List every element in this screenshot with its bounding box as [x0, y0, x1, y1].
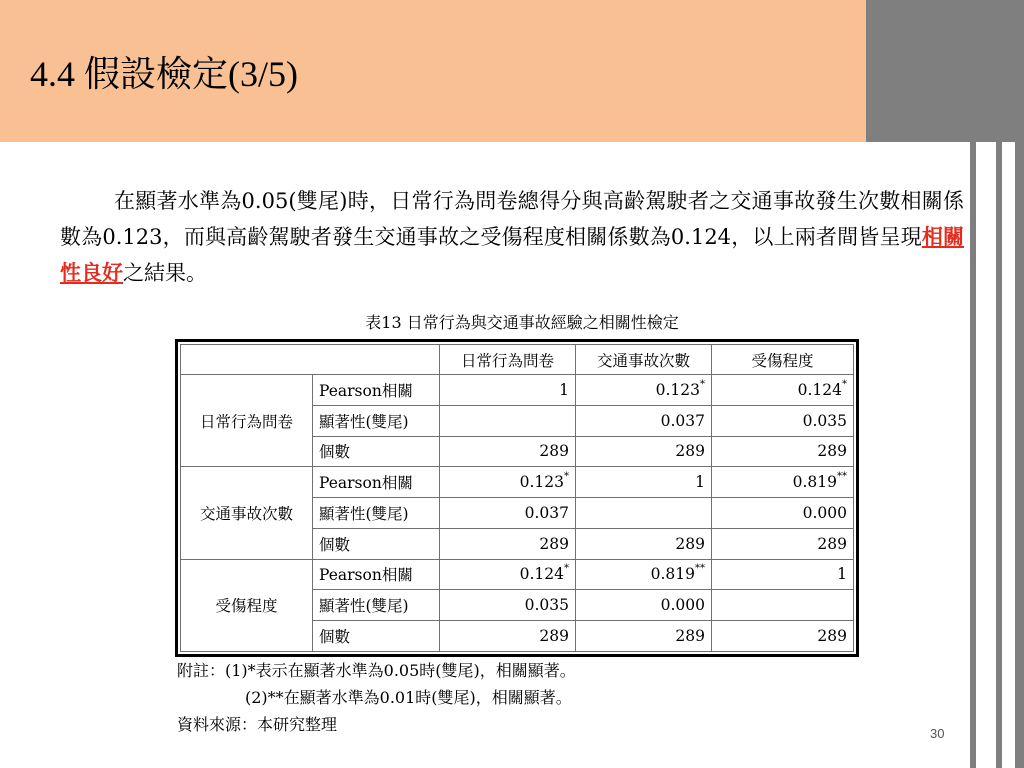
cell-value: 0.123	[519, 473, 564, 492]
highlighted-conclusion: 相關性良好	[60, 224, 965, 285]
table-row	[181, 559, 854, 590]
right-decor-bar	[996, 142, 1002, 768]
table-row	[181, 375, 854, 406]
cell-value: 0.124	[797, 380, 842, 399]
cell-value: 0.000	[660, 596, 705, 615]
cell-value: 0.000	[802, 503, 847, 522]
value-cell	[712, 559, 854, 590]
value-cell	[576, 436, 712, 467]
value-cell	[712, 467, 854, 498]
value-cell	[576, 621, 712, 652]
value-cell	[440, 621, 576, 652]
cell-value: 289	[539, 534, 569, 553]
value-cell	[440, 375, 576, 406]
row-group-label: 日常行為問卷	[181, 375, 313, 467]
cell-value: 289	[539, 627, 569, 646]
value-cell	[712, 436, 854, 467]
value-cell	[576, 590, 712, 621]
significance-marker: *	[842, 378, 847, 390]
correlation-table	[180, 344, 854, 652]
value-cell	[440, 436, 576, 467]
table-notes	[177, 657, 576, 738]
cell-value: 289	[675, 627, 705, 646]
right-decor-bar	[970, 142, 976, 768]
paragraph-text: 在顯著水準為0.05(雙尾)時，日常行為問卷總得分與高齡駕駛者之交通事故發生次數相關係數為0.123，而與高齡駕駛者發生交通事故之受傷程度相關係數為0.124，以上兩者間皆呈現	[60, 189, 964, 249]
cell-value: 289	[817, 534, 847, 553]
row-stat-label: Pearson相關	[313, 375, 440, 406]
cell-value: 0.124	[519, 565, 564, 584]
column-header: 受傷程度	[712, 345, 854, 375]
value-cell	[576, 528, 712, 559]
cell-value: 289	[817, 442, 847, 461]
significance-marker: *	[564, 471, 569, 483]
value-cell	[576, 375, 712, 406]
cell-value: 1	[695, 473, 705, 492]
significance-marker: *	[700, 378, 705, 390]
slide-title: 4.4 假設檢定(3/5)	[30, 54, 298, 94]
row-group-label: 受傷程度	[181, 559, 313, 651]
significance-marker: **	[837, 471, 847, 483]
note-line: 附註：(1)*表示在顯著水準為0.05時(雙尾)，相關顯著。	[177, 661, 576, 680]
value-cell	[440, 590, 576, 621]
value-cell	[440, 559, 576, 590]
row-stat-label: 個數	[313, 528, 440, 559]
value-cell	[712, 590, 854, 621]
cell-value: 0.819	[792, 473, 837, 492]
header-corner-cell	[181, 345, 440, 375]
significance-marker: *	[564, 563, 569, 575]
value-cell	[440, 405, 576, 436]
table-row	[181, 467, 854, 498]
row-stat-label: Pearson相關	[313, 467, 440, 498]
value-cell	[440, 528, 576, 559]
cell-value: 0.123	[655, 380, 700, 399]
value-cell	[576, 467, 712, 498]
value-cell	[712, 528, 854, 559]
row-stat-label: 顯著性(雙尾)	[313, 498, 440, 529]
body-paragraph	[60, 183, 964, 291]
cell-value: 0.037	[660, 411, 705, 430]
correlation-table-frame	[175, 339, 859, 657]
value-cell	[576, 498, 712, 529]
value-cell	[712, 405, 854, 436]
cell-value: 0.819	[650, 565, 695, 584]
value-cell	[712, 621, 854, 652]
row-stat-label: 顯著性(雙尾)	[313, 405, 440, 436]
row-group-label: 交通事故次數	[181, 467, 313, 559]
value-cell	[440, 498, 576, 529]
cell-value: 289	[817, 627, 847, 646]
cell-value: 0.035	[802, 411, 847, 430]
cell-value: 289	[675, 534, 705, 553]
value-cell	[440, 467, 576, 498]
cell-value: 1	[837, 565, 847, 584]
source-line: 資料來源：本研究整理	[177, 715, 338, 734]
cell-value: 289	[675, 442, 705, 461]
page-number: 30	[930, 726, 945, 741]
header-accent-block	[866, 0, 1024, 142]
note-line: (2)**在顯著水準為0.01時(雙尾)，相關顯著。	[245, 688, 572, 707]
value-cell	[576, 405, 712, 436]
value-cell	[712, 498, 854, 529]
row-stat-label: Pearson相關	[313, 559, 440, 590]
table-caption: 表13 日常行為與交通事故經驗之相關性檢定	[365, 313, 679, 332]
row-stat-label: 個數	[313, 621, 440, 652]
row-stat-label: 顯著性(雙尾)	[313, 590, 440, 621]
table-header-row	[181, 345, 854, 375]
cell-value: 0.035	[524, 596, 569, 615]
column-header: 日常行為問卷	[440, 345, 576, 375]
significance-marker: **	[695, 563, 705, 575]
cell-value: 1	[559, 380, 569, 399]
column-header: 交通事故次數	[576, 345, 712, 375]
row-stat-label: 個數	[313, 436, 440, 467]
paragraph-ending: 之結果。	[123, 261, 207, 285]
cell-value: 0.037	[524, 503, 569, 522]
value-cell	[712, 375, 854, 406]
right-decor-bar	[1015, 142, 1024, 768]
cell-value: 289	[539, 442, 569, 461]
value-cell	[576, 559, 712, 590]
